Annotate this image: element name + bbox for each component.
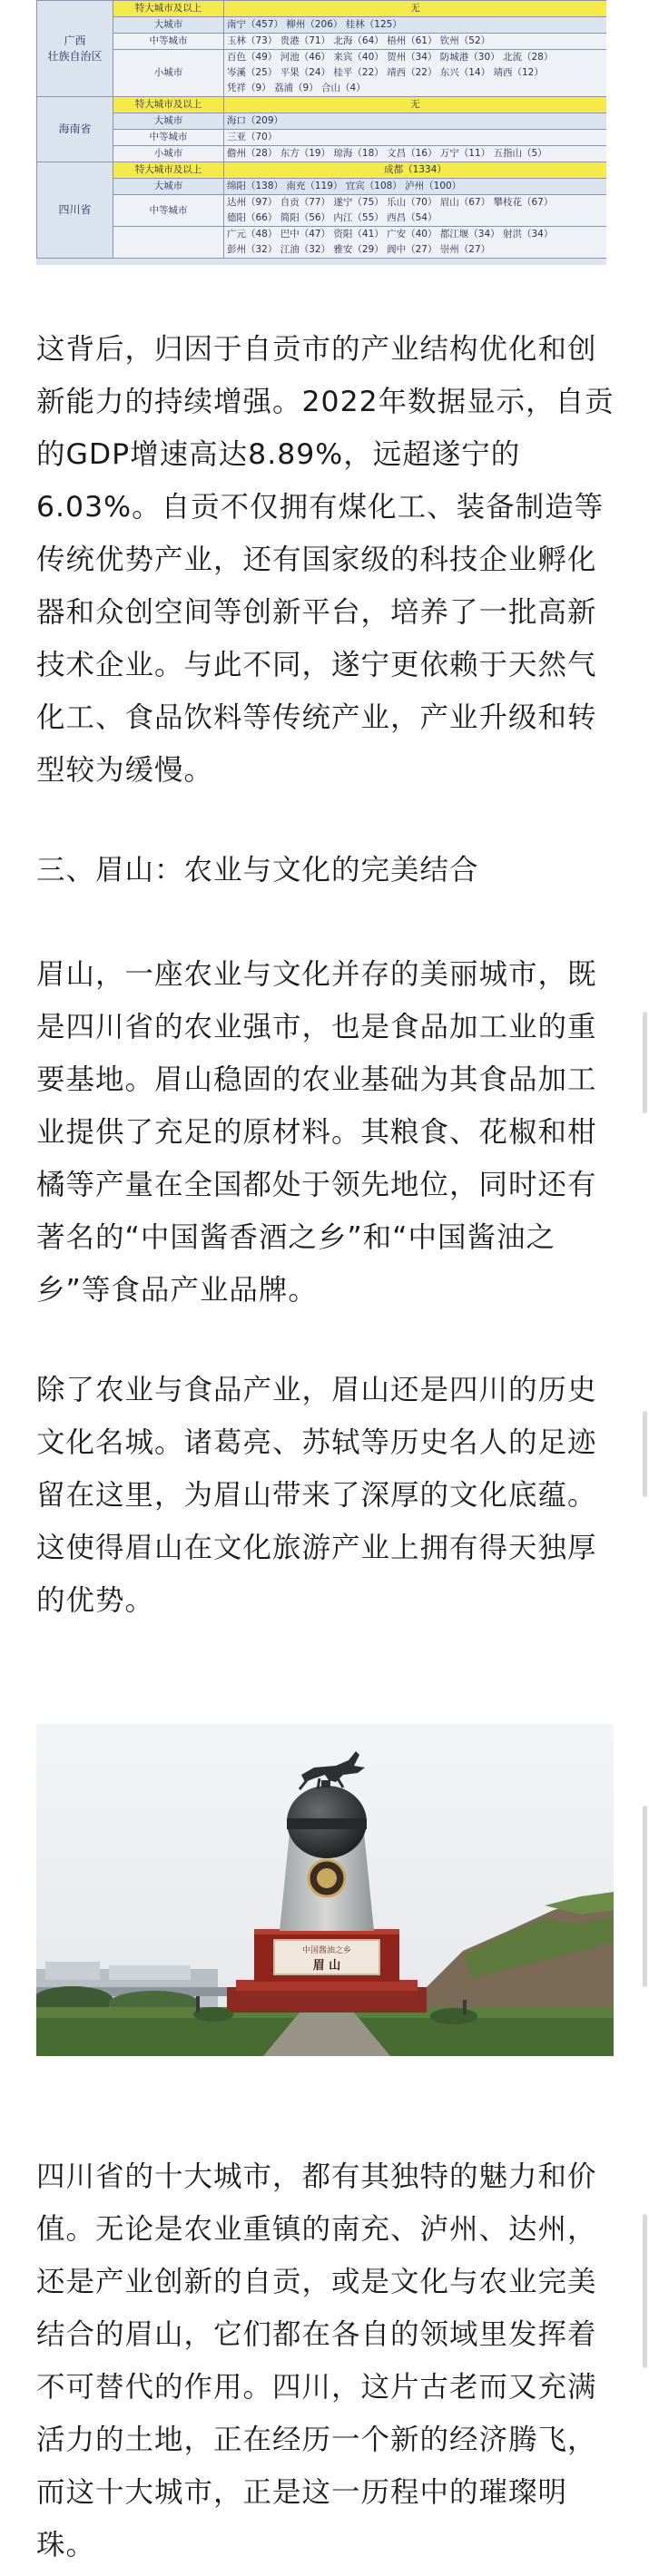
table-row <box>37 17 607 34</box>
province-cell: 四川省 <box>37 162 113 259</box>
paragraph-meishan-agriculture: 眉山，一座农业与文化并存的美丽城市，既是四川省的农业强市，也是食品加工业的重要基地。眉山稳固的农业基础为其食品加工业提供了充足的原材料。其粮食、花椒和柑橘等产量在全国都处于领先地位，同时还有著名的“中国酱香酒之乡”和“中国酱油之乡”等食品产业品牌。 <box>36 958 597 1307</box>
paragraph-zigong: 这背后，归因于自贡市的产业结构优化和创新能力的持续增强。2022年数据显示，自贡的GDP增速高达8.89%，远超遂宁的6.03%。自贡不仅拥有煤化工、装备制造等传统优势产业，还有国家级的科技企业孵化器和众创空间等创新平台，培养了一批高新技术企业。与此不同，遂宁更依赖于天然气化工、食品饮料等传统产业，产业升级和转型较为缓慢。 <box>36 333 615 787</box>
table-row <box>37 227 607 259</box>
cities-cell: 海口（209） <box>224 113 607 130</box>
cities-cell: 广元（48） 巴中（47） 资阳（41） 广安（40） 都江堰（34） 射洪（34） 彭州（32） 江油（32） 雅安（29） 阆中（27） 崇州（27） <box>224 227 607 259</box>
table-row <box>37 146 607 162</box>
city-tier-table <box>36 0 606 259</box>
table-row <box>37 195 607 227</box>
tier-cell: 特大城市及以上 <box>113 162 224 179</box>
tier-cell: 中等城市 <box>113 34 224 50</box>
tier-cell: 中等城市 <box>113 130 224 146</box>
scrollbar-track-segment <box>643 1411 647 1497</box>
table-row <box>37 179 607 195</box>
scrollbar-track-segment-3 <box>643 2214 647 2368</box>
plaque-title: 中国酱油之乡 <box>301 1946 352 1955</box>
table-row <box>37 34 607 50</box>
scrollbar-track-segment-2 <box>643 1806 647 1987</box>
cities-cell: 南宁（457） 柳州（206） 桂林（125） <box>224 17 607 34</box>
table-row <box>37 162 607 179</box>
tier-cell: 大城市 <box>113 17 224 34</box>
meishan-monument-photo <box>36 1724 614 2056</box>
cities-cell: 玉林（73） 贵港（71） 北海（64） 梧州（61） 钦州（52） <box>224 34 607 50</box>
plaque-line: 眉 山 <box>312 1959 341 1973</box>
tier-cell: 大城市 <box>113 113 224 130</box>
table-row <box>37 97 607 113</box>
province-cell: 广西 壮族自治区 <box>37 1 113 97</box>
cities-cell: 百色（49） 河池（46） 来宾（40） 贺州（34） 防城港（30） 北流（28） 岑溪（25） 平果（24） 桂平（22） 靖西（22） 东兴（14） 靖西（12） 凭祥（9） 荔浦（9） 合山（4） <box>224 50 607 97</box>
cities-cell: 绵阳（138） 南充（119） 宜宾（108） 泸州（100） <box>224 179 607 195</box>
scrollbar-thumb[interactable] <box>643 1012 647 1113</box>
cities-cell: 儋州（28） 东方（19） 琼海（18） 文昌（16） 万宁（11） 五指山（5） <box>224 146 607 162</box>
table-row <box>37 113 607 130</box>
paragraph-conclusion: 四川省的十大城市，都有其独特的魅力和价值。无论是农业重镇的南充、泸州、达州，还是产业创新的自贡，或是文化与农业完美结合的眉山，它们都在各自的领域里发挥着不可替代的作用。四川，这片古老而又充满活力的土地，正在经历一个新的经济腾飞，而这十大城市，正是这一历程中的璀璨明珠。 <box>36 2160 597 2561</box>
cities-cell: 达州（97） 自贡（77） 遂宁（75） 乐山（70） 眉山（67） 攀枝花（67） 德阳（66） 简阳（56） 内江（55） 西昌（54） <box>224 195 607 227</box>
cities-cell: 无 <box>224 97 607 113</box>
tier-cell: 中等城市 <box>113 195 224 227</box>
tier-cell: 大城市 <box>113 179 224 195</box>
table-row <box>37 1 607 17</box>
tier-cell: 小城市 <box>113 50 224 97</box>
tier-cell: 特大城市及以上 <box>113 1 224 17</box>
section-heading-meishan: 三、眉山：农业与文化的完美结合 <box>36 854 479 886</box>
tier-cell <box>113 227 224 259</box>
city-tier-table-image <box>36 0 606 265</box>
paragraph-meishan-culture: 除了农业与食品产业，眉山还是四川的历史文化名城。诸葛亮、苏轼等历史名人的足迹留在这里，为眉山带来了深厚的文化底蕴。这使得眉山在文化旅游产业上拥有得天独厚的优势。 <box>36 1374 597 1617</box>
cities-cell: 三亚（70） <box>224 130 607 146</box>
table-row <box>37 130 607 146</box>
province-cell: 海南省 <box>37 97 113 162</box>
table-row <box>37 50 607 97</box>
cities-cell: 成都（1334） <box>224 162 607 179</box>
tier-cell: 小城市 <box>113 146 224 162</box>
cities-cell: 无 <box>224 1 607 17</box>
tier-cell: 特大城市及以上 <box>113 97 224 113</box>
